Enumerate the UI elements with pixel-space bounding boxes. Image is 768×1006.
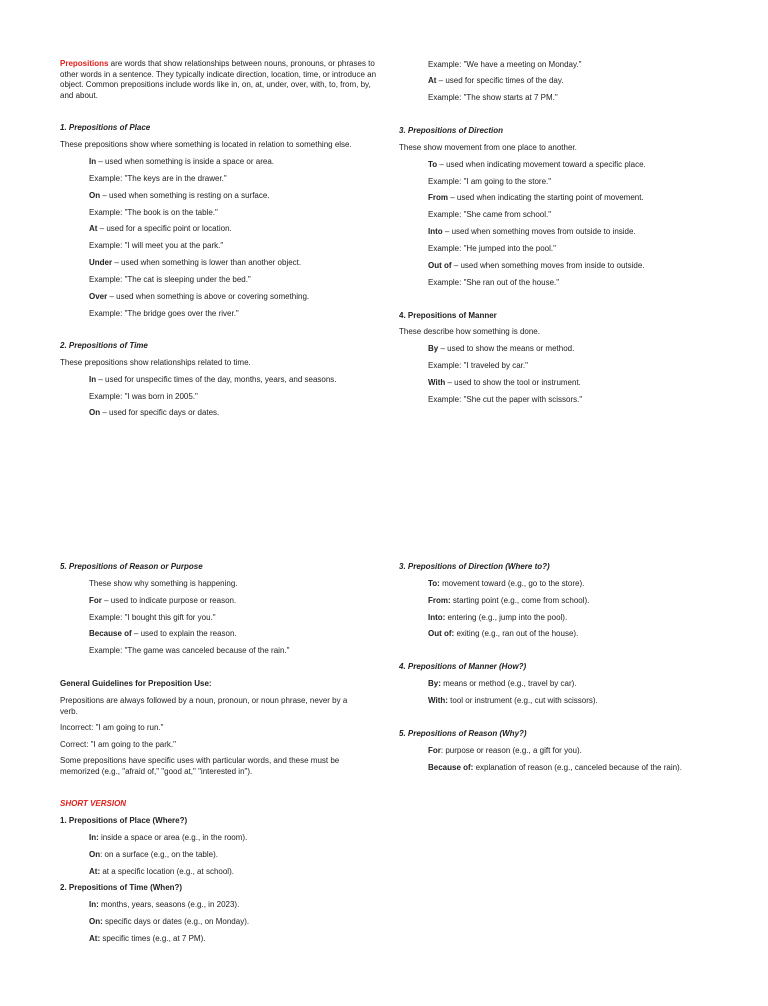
reason-example: Example: "The game was canceled because of the rain."	[89, 646, 290, 655]
short-direction-def: exiting (e.g., ran out of the house).	[454, 629, 579, 638]
short-time-item	[89, 934, 205, 945]
short-time-def: months, years, seasons (e.g., in 2023).	[98, 900, 240, 909]
short-direction-term: Into:	[428, 613, 446, 622]
short-place-heading: 1. Prepositions of Place (Where?)	[60, 816, 188, 825]
reason-def: – used to indicate purpose or reason.	[101, 596, 237, 605]
time-def: – used for specific days or dates.	[100, 408, 220, 417]
place-item	[89, 224, 232, 235]
time-item	[428, 76, 563, 87]
direction-term: Into	[428, 227, 443, 236]
time-term: At	[428, 76, 437, 85]
place-heading: 1. Prepositions of Place	[60, 123, 151, 132]
direction-term: Out of	[428, 261, 452, 270]
time-heading: 2. Prepositions of Time	[60, 341, 148, 350]
place-example: Example: "The cat is sleeping under the bed."	[89, 275, 251, 284]
short-manner-item	[428, 679, 577, 690]
short-direction-item	[428, 613, 567, 624]
short-manner-term: With:	[428, 696, 448, 705]
short-time-term: At:	[89, 934, 101, 943]
place-example: Example: "I will meet you at the park."	[89, 241, 224, 250]
short-time-def: specific times (e.g., at 7 PM).	[100, 934, 206, 943]
time-def: – used for unspecific times of the day, months, years, and seasons.	[96, 375, 337, 384]
short-direction-term: To:	[428, 579, 440, 588]
time-def: – used for specific times of the day.	[436, 76, 564, 85]
direction-item	[428, 193, 644, 204]
short-direction-heading: 3. Prepositions of Direction (Where to?)	[399, 562, 550, 571]
short-time-heading: 2. Prepositions of Time (When?)	[60, 883, 183, 892]
reason-heading: 5. Prepositions of Reason or Purpose	[60, 562, 203, 571]
manner-def: – used to show the tool or instrument.	[445, 378, 581, 387]
short-place-def: at a specific location (e.g., at school).	[100, 867, 234, 876]
place-item	[89, 292, 309, 303]
short-direction-term: From:	[428, 596, 451, 605]
time-example: Example: "I was born in 2005."	[89, 392, 198, 401]
short-reason-item	[428, 763, 682, 774]
reason-def: – used to explain the reason.	[131, 629, 237, 638]
direction-example: Example: "She ran out of the house."	[428, 278, 560, 287]
place-term: Under	[89, 258, 113, 267]
short-place-item	[89, 850, 218, 861]
short-place-term: On	[89, 850, 101, 859]
short-direction-item	[428, 579, 584, 590]
direction-term: From	[428, 193, 448, 202]
short-manner-term: By:	[428, 679, 441, 688]
short-time-item	[89, 900, 239, 911]
place-def: – used when something is above or covering something.	[107, 292, 310, 301]
direction-example: Example: "She came from school."	[428, 210, 552, 219]
place-def: – used for a specific point or location.	[97, 224, 232, 233]
short-direction-item	[428, 629, 578, 640]
short-reason-heading: 5. Prepositions of Reason (Why?)	[399, 729, 527, 738]
place-item	[89, 258, 301, 269]
short-reason-term: For	[428, 746, 441, 755]
place-example: Example: "The bridge goes over the river."	[89, 309, 239, 318]
place-term: In	[89, 157, 97, 166]
manner-heading: 4. Prepositions of Manner	[399, 311, 497, 320]
short-manner-item	[428, 696, 598, 707]
short-place-term: In:	[89, 833, 99, 842]
place-example: Example: "The keys are in the drawer."	[89, 174, 227, 183]
short-place-item	[89, 867, 234, 878]
short-reason-def: : purpose or reason (e.g., a gift for you).	[440, 746, 582, 755]
short-direction-def: starting point (e.g., come from school).	[450, 596, 590, 605]
short-time-term: In:	[89, 900, 99, 909]
time-term: On	[89, 408, 101, 417]
intro-text: are words that show relationships between nouns, pronouns, or phrases to other words in a sentence. They typically indicate direction, location, time, or introduce an object. Common prepositions include words like in, on, at, under, over, with, to, from, by, and about.	[60, 59, 377, 100]
direction-def: – used when indicating the starting point of movement.	[448, 193, 644, 202]
place-def: – used when something is resting on a surface.	[100, 191, 270, 200]
manner-example: Example: "I traveled by car."	[428, 361, 528, 370]
intro-term: Prepositions	[60, 59, 109, 68]
place-def: – used when something is lower than another object.	[112, 258, 302, 267]
place-term: Over	[89, 292, 108, 301]
short-place-item	[89, 833, 247, 844]
direction-example: Example: "He jumped into the pool."	[428, 244, 556, 253]
direction-item	[428, 261, 645, 272]
short-reason-term: Because of:	[428, 763, 474, 772]
short-version-title: SHORT VERSION	[60, 799, 127, 808]
manner-desc: These describe how something is done.	[399, 327, 540, 336]
reason-item	[89, 629, 237, 640]
reason-item	[89, 596, 236, 607]
reason-desc: These show why something is happening.	[89, 579, 238, 588]
place-def: – used when something is inside a space or area.	[96, 157, 274, 166]
short-direction-def: entering (e.g., jump into the pool).	[445, 613, 568, 622]
guidelines-incorrect: Incorrect: "I am going to run."	[60, 723, 164, 732]
direction-heading: 3. Prepositions of Direction	[399, 126, 504, 135]
reason-term: For	[89, 596, 102, 605]
short-reason-item	[428, 746, 582, 757]
time-example: Example: "We have a meeting on Monday."	[428, 60, 582, 69]
short-time-item	[89, 917, 249, 928]
time-term: In	[89, 375, 97, 384]
reason-term: Because of	[89, 629, 132, 638]
short-direction-item	[428, 596, 589, 607]
short-manner-heading: 4. Prepositions of Manner (How?)	[399, 662, 527, 671]
short-direction-term: Out of:	[428, 629, 455, 638]
manner-item	[428, 378, 581, 389]
direction-item	[428, 160, 646, 171]
reason-example: Example: "I bought this gift for you."	[89, 613, 216, 622]
place-item	[89, 157, 274, 168]
direction-def: – used when something moves from outside to inside.	[442, 227, 636, 236]
time-item	[89, 408, 219, 419]
short-place-def: inside a space or area (e.g., in the room).	[98, 833, 248, 842]
manner-item	[428, 344, 574, 355]
short-direction-def: movement toward (e.g., go to the store).	[439, 579, 585, 588]
direction-desc: These show movement from one place to another.	[399, 143, 577, 152]
short-manner-def: means or method (e.g., travel by car).	[440, 679, 577, 688]
direction-item	[428, 227, 636, 238]
place-item	[89, 191, 270, 202]
place-example: Example: "The book is on the table."	[89, 208, 218, 217]
short-place-term: At:	[89, 867, 101, 876]
direction-def: – used when something moves from inside to outside.	[451, 261, 645, 270]
manner-term: By	[428, 344, 439, 353]
short-manner-def: tool or instrument (e.g., cut with scissors).	[447, 696, 598, 705]
place-desc: These prepositions show where something is located in relation to something else.	[60, 140, 352, 149]
guidelines-paragraph: Prepositions are always followed by a noun, pronoun, or noun phrase, never by a verb.	[60, 696, 348, 716]
intro-paragraph	[60, 59, 378, 101]
short-reason-def: explanation of reason (e.g., canceled because of the rain).	[473, 763, 682, 772]
place-term: At	[89, 224, 98, 233]
short-time-term: On:	[89, 917, 103, 926]
time-example: Example: "The show starts at 7 PM."	[428, 93, 558, 102]
direction-term: To	[428, 160, 438, 169]
guidelines-paragraph: Some prepositions have specific uses with particular words, and these must be memorized (e.g., "afraid of," "good at," "interested in").	[60, 756, 340, 776]
short-time-def: specific days or dates (e.g., on Monday).	[102, 917, 250, 926]
time-item	[89, 375, 337, 386]
manner-example: Example: "She cut the paper with scissors."	[428, 395, 583, 404]
guidelines-heading: General Guidelines for Preposition Use:	[60, 679, 212, 688]
place-term: On	[89, 191, 101, 200]
manner-def: – used to show the means or method.	[438, 344, 575, 353]
direction-def: – used when indicating movement toward a specific place.	[437, 160, 646, 169]
short-place-def: : on a surface (e.g., on the table).	[100, 850, 218, 859]
time-desc: These prepositions show relationships related to time.	[60, 358, 251, 367]
manner-term: With	[428, 378, 446, 387]
guidelines-correct: Correct: "I am going to the park."	[60, 740, 176, 749]
direction-example: Example: "I am going to the store."	[428, 177, 552, 186]
